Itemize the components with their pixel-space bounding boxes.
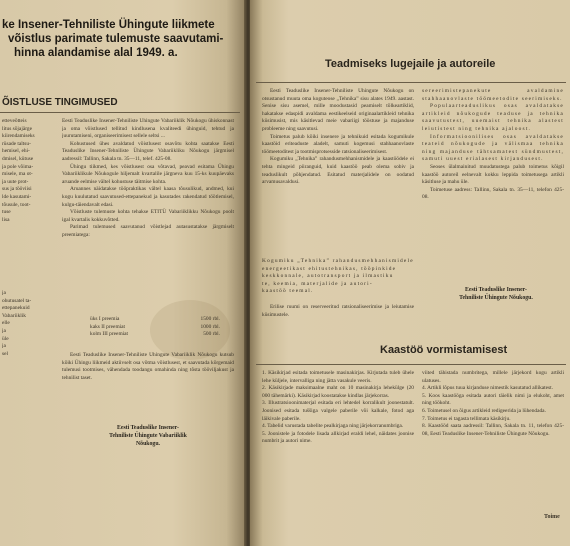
prize-list bbox=[90, 316, 220, 346]
toimetus-label: Toime bbox=[544, 514, 560, 520]
paragraph: Aruannes näidatakse tööpraktikas vältel kaasa tõusulikud, andmed, kui kogu kuulutatud saavutused-ettepanekud ja kasutades rakendatud töötlemisel, kulgu-täiendavalt edasi. bbox=[62, 186, 234, 208]
fragment-line: etteveõtteis bbox=[2, 118, 27, 124]
right-signature: Eesti Teaduslike Insener- Tehniliste Ühingute Nõukogu. bbox=[459, 287, 533, 301]
paragraph: Populaarteaduslikus osas avaldatakse artikleid nõukogude teaduse ja tehnika saavutustest, uuemaist tehnika alastest leiutistest ning tehnika ajaloost. bbox=[422, 103, 564, 132]
notice-body bbox=[262, 88, 414, 260]
notice-right-column bbox=[422, 88, 564, 288]
paragraph: Võistluste tulemuste kohta tehakse ETITÜ Vabariiklikku Nõukogu poolt igal kvartalis kokkuvõtted. bbox=[62, 209, 234, 223]
fragment-line: hemisel, ehi- bbox=[2, 148, 30, 155]
fragment-line: lde kasutami- bbox=[2, 193, 32, 200]
fragment-line: rüsade taltsu- bbox=[2, 140, 31, 147]
closing-paragraph: Eesti Teaduslike Insener-Tehniliste Ühingute Vabariiklik Nõukogu kutsub kõiki Ühingu liikmeid aktiivselt osa võtma võistlusest, et saavutada kõrgemaid tulemusi tootmises, vähendada toodangu omahinda ning tõsta tööviljakust ja tehnilist taset. bbox=[62, 352, 234, 381]
paragraph: Seoses ülalmainitud muudatustega palub toimetus kõigil kaastöö autoreil eelnevalt kokku leppida toimetusega artikli käsitluse ja mahu üle. bbox=[422, 163, 564, 186]
list-item: viited tähistada numbritega, millele järjekord kogu artikli ulatuses. bbox=[422, 370, 564, 384]
fragment-line: lisa bbox=[2, 216, 10, 223]
divider bbox=[256, 82, 566, 83]
divider bbox=[0, 112, 240, 113]
list-item: 2. Käsikirjade maksimaalne maht on 10 masinakirja lehekülge (20 000 tähemärki). Käsikirjad koostatakse kindlas järjekorras. bbox=[262, 385, 414, 399]
paragraph: Informatsioonilises osas avaldatakse teateid nõukogude ja välismaa tehnika ning majanduse tähtsamatest sündmustest, samuti uuest erialasest kirjandusest. bbox=[422, 133, 564, 163]
list-item: 1. Käsikirjad esitada toimetusele masinakirjas. Kirjutada tuleb ühele lehe küljele, intervalliga ning jätta vasakule veeris. bbox=[262, 370, 414, 384]
paragraph: Eesti Teaduslike Insener-Tehniliste Ühingute Nõukogu on otsustanud muuta oma koguteose „Tehnika” sisu alates 1949. aastast. Senise sisu asemel, mille moodustasid peamiselt tõlkeartiklid, hakatakse edaspidi avaldama eestikeelseid originaalartikleid tehnika küsimusist, mis käsitlevad meie vabariigi tööstuse ja majanduse probleeme ning saavutusi. bbox=[262, 88, 414, 132]
fragment-line: ja uute prot- bbox=[2, 178, 29, 185]
fragment-line: misele, ma ot- bbox=[2, 171, 33, 178]
paragraph: Ühingu tiikmed, kes võistlusest osa võtavad, peavad esitama Ühingu Vabariiklikule Nõukogule hiljemalt kvartalile järgneva kuu 15-ks kuupäevaks aruande eelmise vältel kohustuse täitmise kohta. bbox=[62, 163, 234, 185]
paragraph: Eesti Teaduslike Insener-Tehniliste Ühingute Vabariiklik Nõukogu ühiskonnast ja oma võistlused tellitud kindlusena kvaliteedi ühinguid, tehtud ja juurutamiseni, organiseerimisest sellele seltsi ... bbox=[62, 118, 234, 140]
fragment-line: litus sõjajärge bbox=[2, 125, 32, 132]
margin-fragments bbox=[2, 118, 52, 318]
list-item: 6. Toimetusel on õigus artikleid redigeerida ja lühendada. bbox=[422, 407, 546, 414]
right-page bbox=[250, 0, 570, 546]
notice-title: Teadmiseks lugejaile ja autoreile bbox=[325, 58, 496, 70]
prize-row: kolm III preemiat 500 rbl. bbox=[90, 331, 220, 338]
paragraph: Toimetuse aadress: Tallinn, Sakala tn. 35—11, telefon 425-08. bbox=[422, 186, 564, 201]
list-item: 8. Kaastööd saata aadressil: Tallinn, Sakala tn. 11, telefon 425-08, Eesti Teaduslike Insener-Tehniliste Ühingute Nõukogu. bbox=[422, 423, 564, 437]
left-page bbox=[0, 0, 246, 546]
kaastoo-right-column bbox=[422, 370, 564, 510]
list-item: 7. Toimetus ei tagasta tellimata käsikirju. bbox=[422, 415, 511, 422]
paragraph: Kohustused ühes avaldatud võistlusest osavõtu kohta saatakse Eesti Teaduslike Insener-Tehniliste Ühingute Vabariikliku Nõukogu järgmisel aadressil: Tallinn, Sakala tn. 35—11, telef. 425-08. bbox=[62, 140, 234, 162]
headline-line-2: võistlus parimate tulemuste saavutami- bbox=[8, 33, 224, 45]
notice-last: Erilise ruumi on reserveeritud ratsionaliseerimise ja leiutamise küsimustele. bbox=[262, 304, 414, 318]
paragraph: Parimad tulemused saavutanud võistlejad autasustatakse järgmiselt preemiatega: bbox=[62, 224, 234, 238]
kaastoo-left-column bbox=[262, 370, 414, 540]
fragment-line: tuse bbox=[2, 209, 11, 216]
fragment-line: kiirendamiseks bbox=[2, 133, 35, 140]
headline-line-3: hinna alandamise alal 1949. a. bbox=[14, 47, 178, 59]
prize-row: üks I preemia 1500 rbl. bbox=[90, 316, 220, 322]
prize-row: kaks II preemiat 1000 rbl. bbox=[90, 323, 220, 330]
fragment-line: ja pole võima- bbox=[2, 163, 34, 170]
paragraph: sereerimistepanekute avaldamine stahhaanovlaste töömeetodite seerimiseks. bbox=[422, 88, 564, 102]
list-item: 3. Illustratsioonimaterjal esitada eri lehtedel korralikult joonestatult. Joonised esitada tuššiga valgele paberile või kalkale, fotod aga läikivale paberile. bbox=[262, 400, 414, 422]
divider bbox=[256, 364, 566, 365]
fragment-line: dmisel, kütuse bbox=[2, 155, 34, 162]
paragraph: Toimetus palub kõiki insenere ja tehnikuid esitada kogumikule kaastöid eriteaduste aladelt, samuti kogemusi stahhaanovlaste töömeetoditest ja tootmisprotsesside ratsionaliseerimisest. bbox=[262, 133, 414, 155]
fragment-line: tõusule, toot- bbox=[2, 201, 31, 208]
section-title: ÕISTLUSE TINGIMUSED bbox=[2, 97, 118, 108]
headline-line-1: ke Insener-Tehniliste Ühingute liikmete bbox=[2, 19, 215, 31]
margin-fragments-lower: ja ohutusatel ta- ettepanekuid Vabariiklik elle ja üle ja sel bbox=[2, 290, 32, 357]
fragment-line: sus ja tööviisi bbox=[2, 186, 32, 193]
list-item: 5. Koos kaastööga esitada autori täielik nimi ja elukoht, amet ning töökoht. bbox=[422, 392, 564, 407]
list-item: 5. Joonistele ja fotodele lisada allkirjad eraldi lehel, näidates joonise numbrit ja autori nime. bbox=[262, 430, 414, 445]
kaastoo-title: Kaastöö vormistamisest bbox=[380, 344, 508, 356]
list-item: 4. Artikli lõpus tuua kirjanduse nimestik kasutatud allikatest. bbox=[422, 385, 554, 392]
signature: Eesti Teaduslike Insener- Tehniliste Ühingute Vabariiklik Nõukogu. bbox=[109, 425, 187, 447]
paragraph: Kogumiku „Tehnika” rahandusmehhanismidele ja kaastöödele ei tehta mingeid piiranguid, kuid kaastöö peab olema sobiv ja teaduslikult põhjendatud. Esitatud materjalidele on oodatud arvamusavaldusi. bbox=[262, 156, 414, 186]
list-item: 4. Tabelid varustada tabelite pealkirjaga ning järjekorranumbriga. bbox=[262, 423, 404, 430]
notice-spaced-text: Kogumiku „Tehnika” rahandusmehhanismidele energeetikast ehitustehnikas, tööpinkide keskkonnale, autotransport ja ilmastiku te, keemia, materjalide ja autori- kaastöö teemal. bbox=[262, 258, 414, 295]
